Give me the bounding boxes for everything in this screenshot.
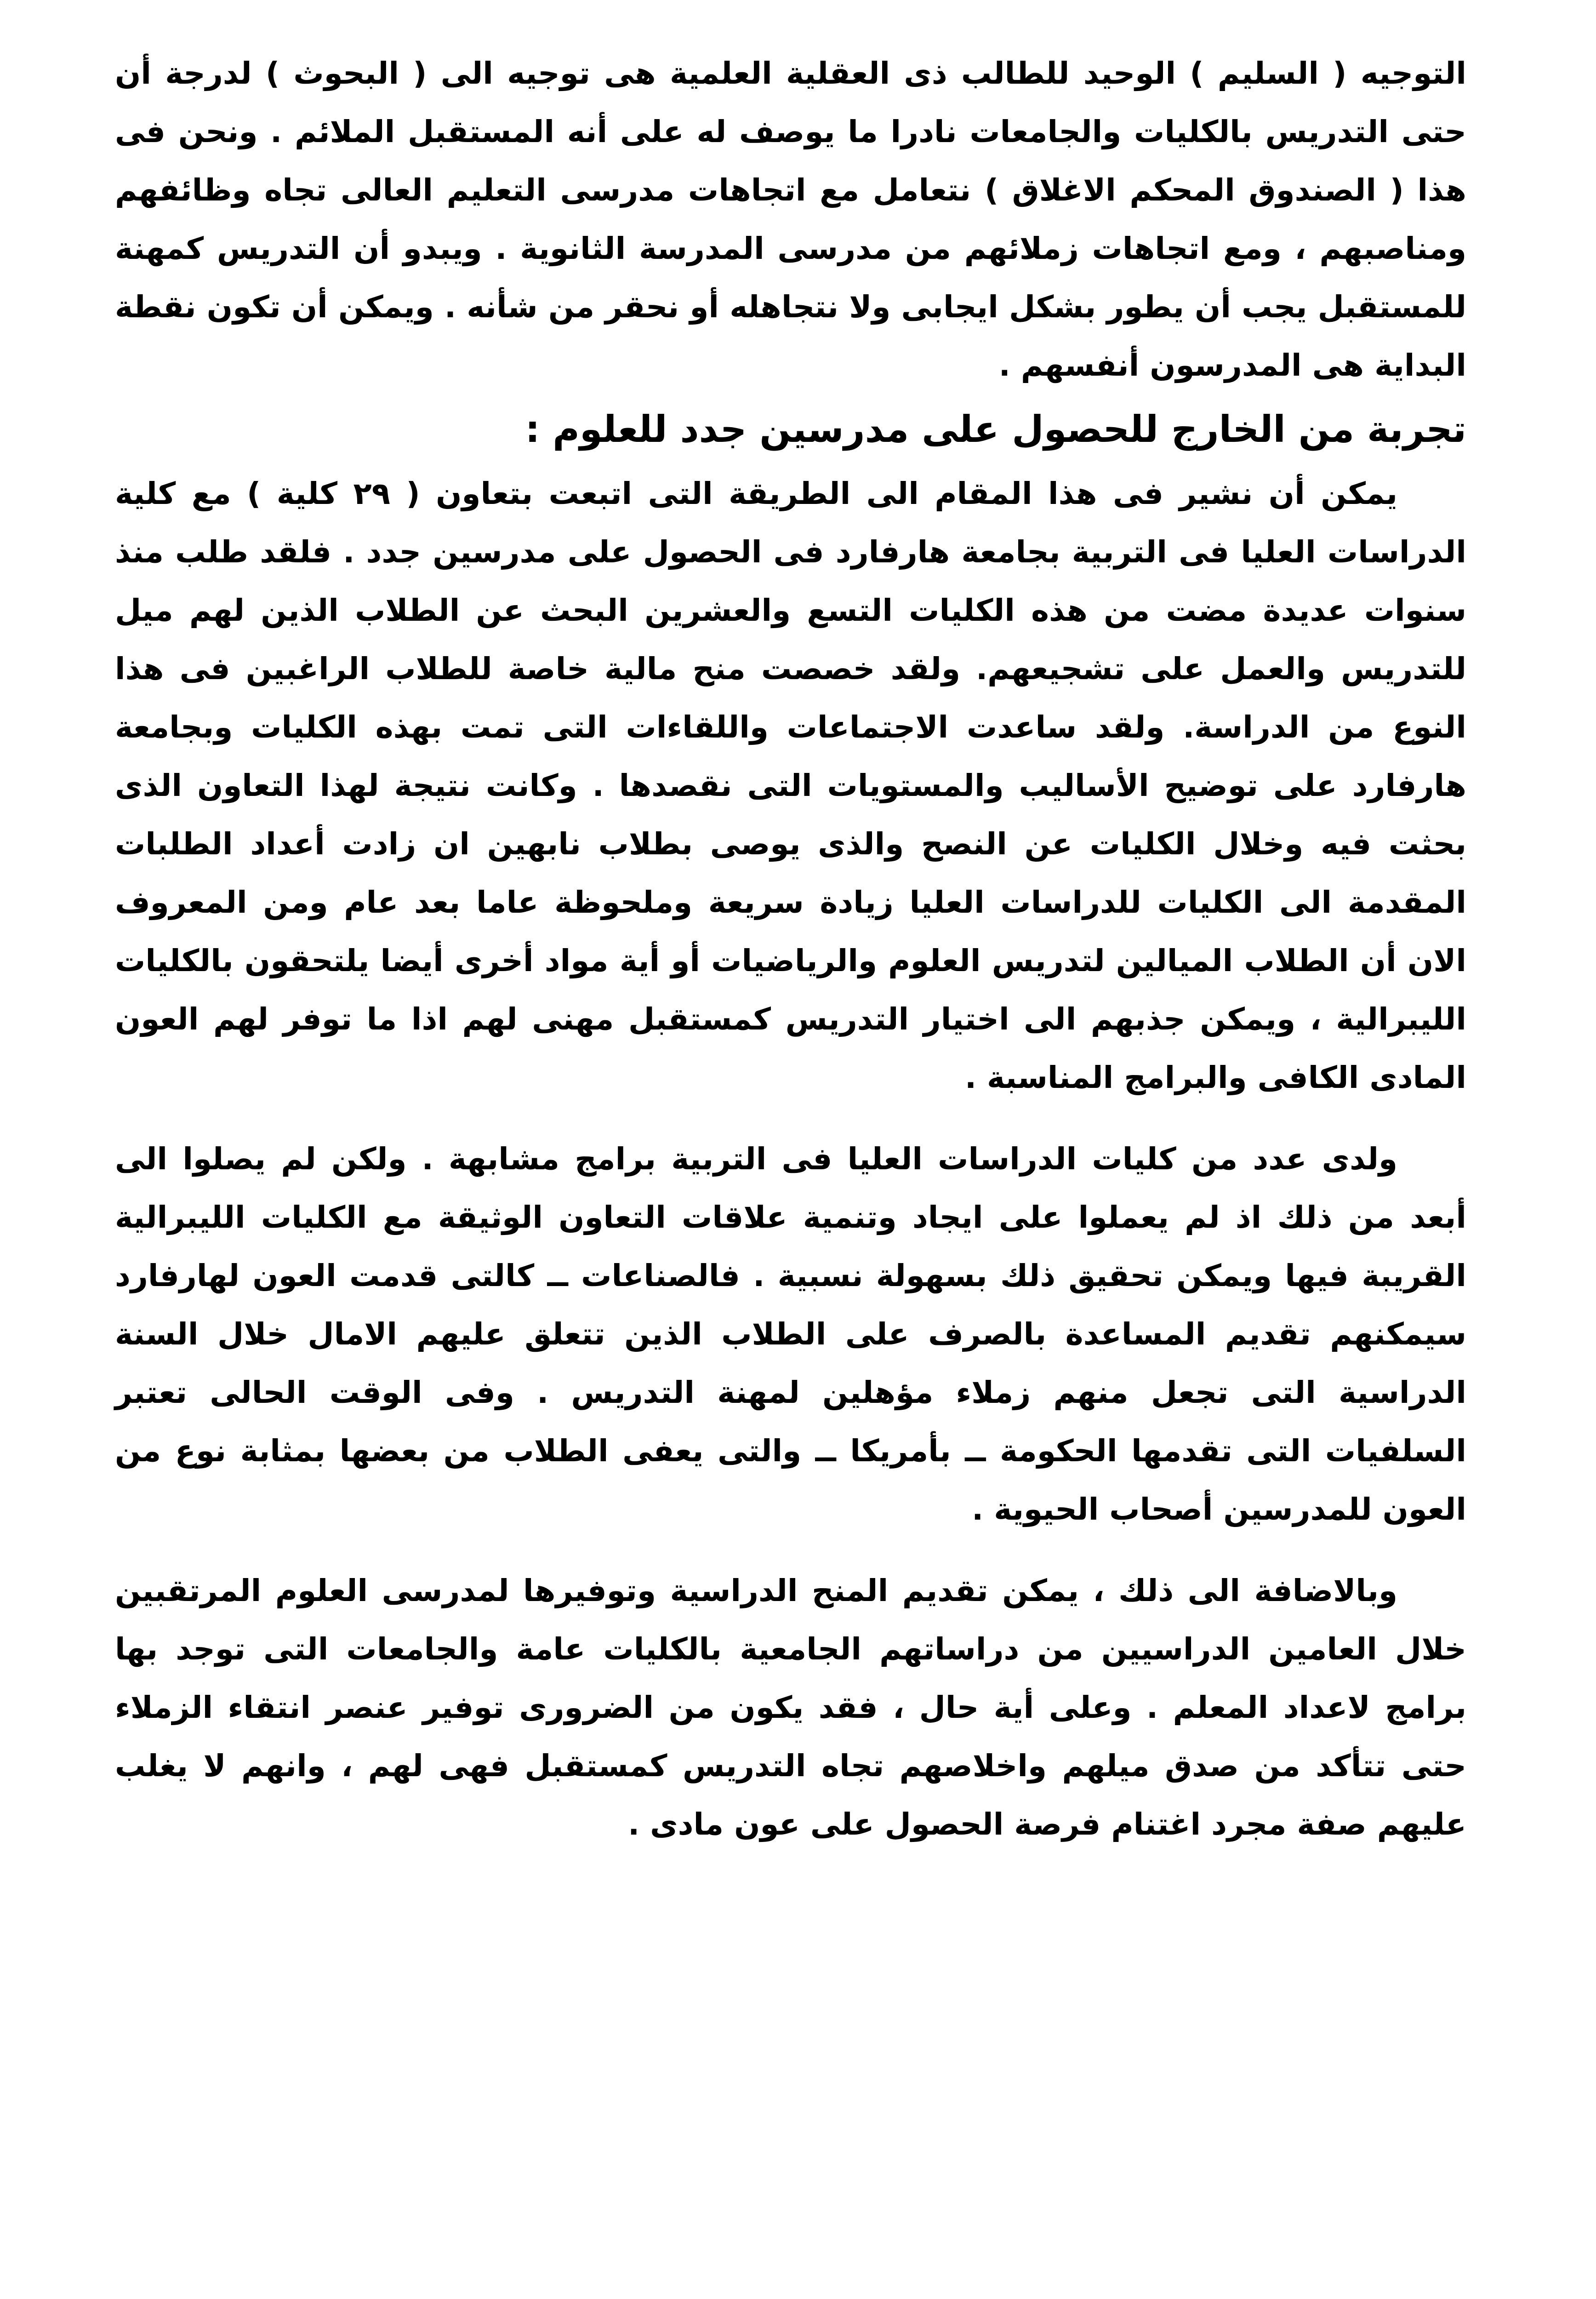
paragraph-3: ولدى عدد من كليات الدراسات العليا فى التربية برامج مشابهة . ولكن لم يصلوا الى أبعد من ذلك اذ لم يعملوا على ايجاد وتنمية علاقات التعاون الوثيقة مع الكليات الليبرالية القريبة فيها ويمكن تحقيق ذلك بسهولة نسبية . فالصناعات ــ كالتى قدمت العون لهارفارد سيمكنهم تقديم المساعدة بالصرف على الطلاب الذين تتعلق عليهم الامال خلال السنة الدراسية التى تجعل منهم زملاء مؤهلين لمهنة التدريس . وفى الوقت الحالى تعتبر السلفيات التى تقدمها الحكومة ــ بأمريكا ــ والتى يعفى الطلاب من بعضها بمثابة نوع من العون للمدرسين أصحاب الحيوية . bbox=[115, 1141, 1466, 1527]
paragraph-spacer bbox=[115, 1107, 1466, 1130]
paragraph-spacer bbox=[115, 1538, 1466, 1561]
paragraph-2: يمكن أن نشير فى هذا المقام الى الطريقة التى اتبعت بتعاون ( ٢٩ كلية ) مع كلية الدراسات العليا فى التربية بجامعة هارفارد فى الحصول على مدرسين جدد . فلقد طلب منذ سنوات عديدة مضت من هذه الكليات التسع والعشرين البحث عن الطلاب الذين لهم ميل للتدريس والعمل على تشجيعهم. ولقد خصصت منح مالية خاصة للطلاب الراغبين فى هذا النوع من الدراسة. ولقد ساعدت الاجتماعات واللقاءات التى تمت بهذه الكليات وبجامعة هارفارد على توضيح الأساليب والمستويات التى نقصدها . وكانت نتيجة لهذا التعاون الذى بحثت فيه وخلال الكليات عن النصح والذى يوصى بطلاب نابهين ان زادت أعداد الطلبات المقدمة الى الكليات للدراسات العليا زيادة سريعة وملحوظة عاما بعد عام ومن المعروف الان أن الطلاب الميالين لتدريس العلوم والرياضيات أو أية مواد أخرى أيضا يلتحقون بالكليات الليبرالية ، ويمكن جذبهم الى اختيار التدريس كمستقبل مهنى لهم اذا ما توفر لهم العون المادى الكافى والبرامج المناسبة . bbox=[115, 476, 1466, 1095]
document-body bbox=[115, 44, 1466, 1853]
paragraph-4: وبالاضافة الى ذلك ، يمكن تقديم المنح الدراسية وتوفيرها لمدرسى العلوم المرتقبين خلال العامين الدراسيين من دراساتهم الجامعية بالكليات عامة والجامعات التى توجد بها برامج لاعداد المعلم . وعلى أية حال ، فقد يكون من الضرورى توفير عنصر انتقاء الزملاء حتى تتأكد من صدق ميلهم واخلاصهم تجاه التدريس كمستقبل فهى لهم ، وانهم لا يغلب عليهم صفة مجرد اغتنام فرصة الحصول على عون مادى . bbox=[115, 1573, 1466, 1842]
section-heading: تجربة من الخارج للحصول على مدرسين جدد للعلوم : bbox=[525, 408, 1466, 451]
paragraph-1: التوجيه ( السليم ) الوحيد للطالب ذى العقلية العلمية هى توجيه الى ( البحوث ) لدرجة أن حتى التدريس بالكليات والجامعات نادرا ما يوصف له على أنه المستقبل الملائم . ونحن فى هذا ( الصندوق المحكم الاغلاق ) نتعامل مع اتجاهات مدرسى التعليم العالى تجاه وظائفهم ومناصبهم ، ومع اتجاهات زملائهم من مدرسى المدرسة الثانوية . ويبدو أن التدريس كمهنة للمستقبل يجب أن يطور بشكل ايجابى ولا نتجاهله أو نحقر من شأنه . ويمكن أن تكون نقطة البداية هى المدرسون أنفسهم . bbox=[115, 56, 1466, 383]
